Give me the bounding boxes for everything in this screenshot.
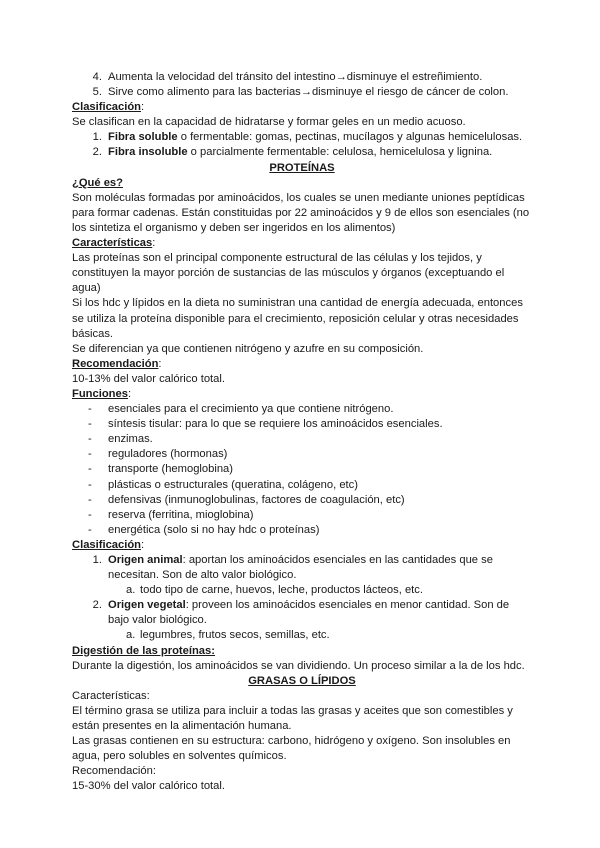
paragraph-line: para formar cadenas. Están constituidas por 22 aminoácidos y 9 de ellos son esenciales (no xyxy=(72,206,530,219)
functions-heading: Funciones: xyxy=(72,387,132,400)
sub-list-item: a. legumbres, frutos secos, semillas, etc. xyxy=(126,629,330,642)
list-item: 5. Sirve como alimento para las bacterias→disminuye el riesgo de cáncer de colon. xyxy=(92,86,509,99)
paragraph-line: agua) xyxy=(72,282,101,295)
list-item-continuation: bajo valor biológico. xyxy=(108,614,207,627)
recommendation-heading: Recomendación: xyxy=(72,357,162,370)
paragraph-line: Si los hdc y lípidos en la dieta no suministran una cantidad de energía adecuada, entonces xyxy=(72,297,523,310)
paragraph-line: están presentes en la alimentación humana. xyxy=(72,720,292,733)
list-item: - enzimas. xyxy=(88,433,153,446)
list-item: - energética (solo si no hay hdc o proteínas) xyxy=(88,523,320,536)
characteristics-heading: Características: xyxy=(72,237,156,250)
fiber-classification-heading: Clasificación: xyxy=(72,101,145,114)
paragraph-line: Son moléculas formadas por aminoácidos, los cuales se unen mediante uniones peptídicas xyxy=(72,191,525,204)
list-item: 2. Fibra insoluble o parcialmente fermentable: celulosa, hemicelulosa y lignina. xyxy=(92,146,493,159)
list-item: - transporte (hemoglobina) xyxy=(88,463,233,476)
paragraph-line: agua, pero solubles en solventes químicos. xyxy=(72,750,287,763)
fiber-classification-intro: Se clasifican en la capacidad de hidratarse y formar geles en un medio acuoso. xyxy=(72,116,466,129)
sub-list-item: a. todo tipo de carne, huevos, leche, productos lácteos, etc. xyxy=(126,584,423,597)
recommendation-value: 10-13% del valor calórico total. xyxy=(72,372,225,385)
list-item: - esenciales para el crecimiento ya que contiene nitrógeno. xyxy=(88,403,394,416)
fats-recommendation-value: 15-30% del valor calórico total. xyxy=(72,780,225,793)
paragraph-line: Se diferencian ya que contienen nitrógeno y azufre en su composición. xyxy=(72,342,424,355)
paragraph-line: El término grasa se utiliza para incluir a todas las grasas y aceites que son comestibles y xyxy=(72,704,513,717)
list-item: 4. Aumenta la velocidad del tránsito del intestino→disminuye el estreñimiento. xyxy=(92,71,483,83)
paragraph-line: Las proteínas son el principal componente estructural de las células y los tejidos, y xyxy=(72,252,482,265)
section-title-fats: GRASAS O LÍPIDOS xyxy=(248,674,356,687)
list-item: - defensivas (inmunoglobulinas, factores de coagulación, etc) xyxy=(88,493,405,506)
paragraph-line: los sintetiza el organismo y deben ser ingeridos en los alimentos) xyxy=(72,221,396,234)
section-title-proteins: PROTEÍNAS xyxy=(269,161,335,174)
fats-characteristics-label: Características: xyxy=(72,689,150,702)
paragraph-line: se utiliza la proteína disponible para el crecimiento, reposición celular y otras necesidades xyxy=(72,312,519,325)
paragraph-line: constituyen la mayor porción de sustancias de las músculos y órganos (exceptuando el xyxy=(72,267,505,280)
paragraph-line: básicas. xyxy=(72,327,114,340)
what-is-heading: ¿Qué es? xyxy=(72,176,123,189)
fats-recommendation-label: Recomendación: xyxy=(72,765,156,778)
digestion-text: Durante la digestión, los aminoácidos se van dividiendo. Un proceso similar a la de los hdc. xyxy=(72,659,525,672)
list-item: 2. Origen vegetal: proveen los aminoácidos esenciales en menor cantidad. Son de xyxy=(92,599,510,612)
list-item: 1. Origen animal: aportan los aminoácidos esenciales en las cantidades que se xyxy=(92,554,493,566)
document-page xyxy=(72,70,532,795)
list-item: - reguladores (hormonas) xyxy=(88,448,228,461)
protein-classification-heading: Clasificación: xyxy=(72,538,145,551)
list-item: - plásticas o estructurales (queratina, colágeno, etc) xyxy=(88,478,358,491)
digestion-heading: Digestión de las proteínas: xyxy=(72,644,215,657)
paragraph-line: Las grasas contienen en su estructura: carbono, hidrógeno y oxígeno. Son insolubles en xyxy=(72,735,511,748)
list-item: - síntesis tisular: para lo que se requiere los aminoácidos esenciales. xyxy=(88,418,443,431)
list-item: - reserva (ferritina, mioglobina) xyxy=(88,508,254,521)
list-item-continuation: necesitan. Son de alto valor biológico. xyxy=(108,569,297,582)
list-item: 1. Fibra soluble o fermentable: gomas, pectinas, mucílagos y algunas hemicelulosas. xyxy=(92,131,523,144)
